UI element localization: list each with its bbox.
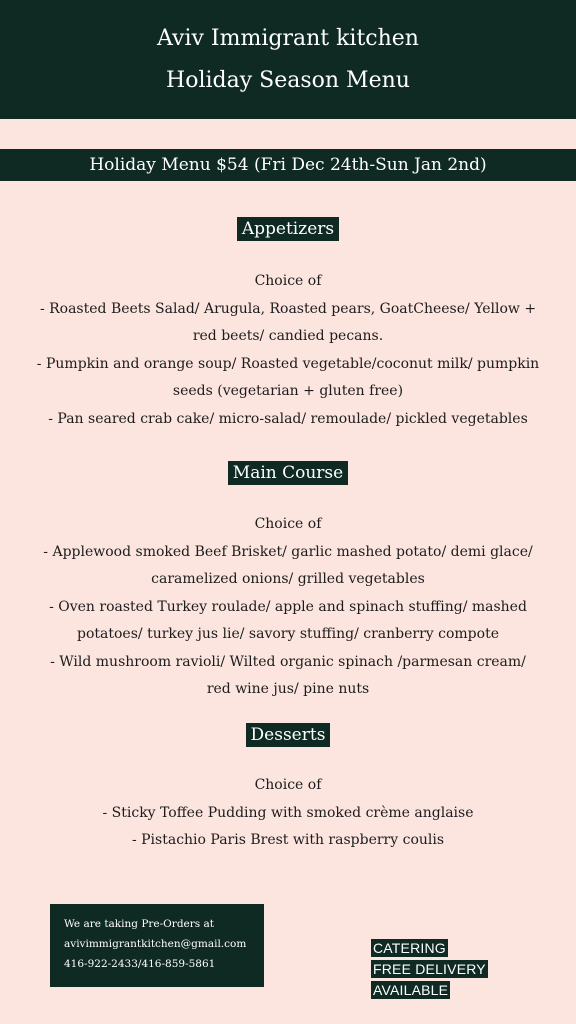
desserts-heading: Desserts — [246, 723, 331, 747]
appetizers-choice-label: Choice of — [254, 273, 322, 289]
menu-line: red beets/ candied pecans. — [192, 328, 384, 344]
main-course-list — [20, 511, 556, 704]
appetizers-heading: Appetizers — [237, 217, 339, 241]
menu-line: red wine jus/ pine nuts — [206, 681, 370, 697]
preorder-info-box — [50, 904, 264, 987]
menu-line: - Pumpkin and orange soup/ Roasted vegetable/coconut milk/ pumpkin — [36, 355, 540, 372]
contact-email: avivimmigrantkitchen@gmail.com — [64, 938, 247, 950]
desserts-choice-label: Choice of — [254, 777, 322, 793]
menu-line: - Roasted Beets Salad/ Arugula, Roasted pears, GoatCheese/ Yellow + — [39, 300, 537, 317]
desserts-heading-row — [0, 723, 576, 747]
price-banner-text: Holiday Menu $54 (Fri Dec 24th-Sun Jan 2nd) — [89, 155, 487, 175]
appetizers-list — [20, 268, 556, 433]
menu-line: - Applewood smoked Beef Brisket/ garlic mashed potato/ demi glace/ — [43, 543, 533, 560]
main-course-heading-row — [0, 461, 576, 485]
menu-line: - Oven roasted Turkey roulade/ apple and spinach stuffing/ mashed — [49, 598, 527, 615]
menu-line: - Sticky Toffee Pudding with smoked crème anglaise — [102, 804, 474, 821]
preorder-label: We are taking Pre-Orders at — [64, 918, 214, 930]
price-banner — [0, 149, 576, 181]
main-course-choice-label: Choice of — [254, 516, 322, 532]
contact-phones: 416-922-2433/416-859-5861 — [64, 958, 216, 970]
menu-line: caramelized onions/ grilled vegetables — [151, 571, 425, 587]
catering-notice — [371, 938, 488, 1001]
desserts-list — [20, 772, 556, 855]
appetizers-heading-row — [0, 217, 576, 241]
menu-title: Holiday Season Menu — [166, 67, 410, 93]
menu-line: - Wild mushroom ravioli/ Wilted organic spinach /parmesan cream/ — [50, 653, 526, 670]
menu-line: - Pistachio Paris Brest with raspberry coulis — [131, 832, 445, 848]
catering-label: CATERING — [373, 940, 446, 956]
menu-line: potatoes/ turkey jus lie/ savory stuffing/ cranberry compote — [77, 626, 499, 642]
page-header — [0, 0, 576, 119]
menu-line: seeds (vegetarian + gluten free) — [172, 383, 404, 399]
available-label: AVAILABLE — [373, 982, 449, 998]
menu-line: - Pan seared crab cake/ micro-salad/ remoulade/ pickled vegetables — [48, 410, 528, 427]
restaurant-name: Aviv Immigrant kitchen — [157, 25, 419, 51]
free-delivery-label: FREE DELIVERY — [373, 961, 486, 977]
main-course-heading: Main Course — [228, 461, 348, 485]
